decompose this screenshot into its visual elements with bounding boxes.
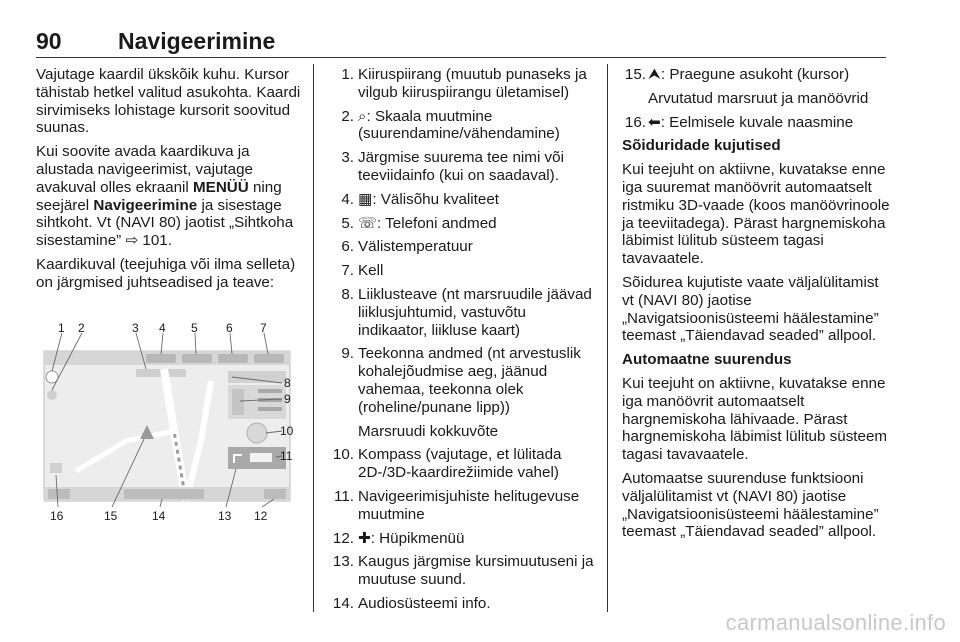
list-item [330,108,598,144]
column-3 [622,66,890,547]
list-item-number: 10. [332,446,354,464]
section-heading: Sõiduridade kujutised [622,137,781,155]
section-paragraph: Automaatse suurenduse funktsiooni väljalülitamist vt (NAVI 80) jaotise „Navigatsioonisüsteemi häälestamine” teemast „Täiendavad seaded” allpool. [622,469,879,541]
callout-9: 9 [284,392,291,406]
column-divider-1 [313,64,314,612]
list-item-text: Teekonna andmed (nt arvestuslik kohalejõudmise aeg, jäänud vahemaa, teekonna olek (roheline/punane lipp)) [358,345,581,416]
zoom-icon [47,390,57,400]
list-item [330,488,598,524]
popup-menu-icon [264,489,286,499]
callout-13: 13 [218,509,232,523]
list-item [330,345,598,440]
section-paragraph: Kui teejuht on aktiivne, kuvatakse enne iga manöövrit automaatselt hargnemiskoha lähivaade. Pärast hargnemiskoha läbimist lülitub süsteem tagasi tavavaatele. [622,374,888,464]
auto-zoom-section [622,351,890,541]
callout-7: 7 [260,321,267,335]
list-item-text: Liiklusteave (nt marsruudile jäävad liiklusjuhtumid, vastuvõtu indikaator, liikluse kaart) [358,285,592,339]
page-header [36,28,886,54]
legend-list [330,66,598,613]
section-paragraph: Kui teejuht on aktiivne, kuvatakse enne iga suuremat manöövrit automaatselt ristmiku 3D-vaade (koos manöövrinoole ja teeviitadega). Pärast hargnemiskoha läbimist lülitub süsteem tagasi tavavaatele. [622,161,890,268]
list-item [330,191,598,209]
callout-3: 3 [132,321,139,335]
navigation-keyword: Navigeerimine [93,196,198,214]
list-item [330,66,598,102]
list-item-text: ▦: Välisõhu kvaliteet [358,190,499,208]
list-item-text: ☏: Telefoni andmed [358,214,497,232]
list-item-text: Järgmise suurema tee nimi või teeviidainfo (kui on saadaval). [358,149,564,184]
callout-16: 16 [50,509,64,523]
list-item-number: 1. [341,66,354,83]
callout-11: 11 [280,449,293,463]
list-item-number: 5. [341,214,354,232]
temperature-box [218,354,248,363]
column-1 [36,66,302,298]
list-item-text: Kiiruspiirang (muutub punaseks ja vilgub kiiruspiirangu ületamisel) [358,66,587,101]
section-heading: Automaatne suurendus [622,351,792,369]
menu-keyword: MENÜÜ [193,178,249,196]
list-item-number: 13. [332,553,354,571]
list-item-number: 9. [341,345,354,363]
menu-paragraph: Kui soovite avada kaardikuva ja alustada navigeerimist, vajutage avakuval olles ekraanil MENÜÜ ning seejärel Navigeerimine ja sisestage sihtkoht. Vt (NAVI 80) jaotist „Sihtkoha sisestamine” ⇨ 101. [36,143,294,250]
callout-5: 5 [191,321,198,335]
watermark: carmanualsonline.info [725,610,946,635]
map-illustration [36,321,298,526]
list-item-sub: Marsruudi kokkuvõte [358,422,499,440]
list-item-text: ✚: Hüpikmenüü [358,529,465,547]
clock-box [254,354,284,363]
callout-1: 1 [58,321,65,335]
air-quality-icon [146,354,176,363]
list-item [330,530,598,548]
callout-12: 12 [254,509,268,523]
list-item: 16. ⬅: Eelmisele kuvale naasmine [624,113,854,131]
column-divider-2 [607,64,608,612]
list-item-text: Kell [358,262,384,280]
intro-paragraph: Vajutage kaardil ükskõik kuhu. Kursor tähistab hetkel valitud asukohta. Kaardi sirvimiseks lohistage kursorit soovitud suunas. [36,66,301,137]
header-rule [36,57,886,58]
back-icon [50,463,62,473]
list-item-number: 11. [334,487,354,505]
callout-6: 6 [226,321,233,335]
page-number: 90 [36,28,62,54]
list-item [330,595,598,613]
list-item [330,149,598,185]
list-item-text: Kompass (vajutage, et lülitada 2D-/3D-kaardirežiimide vahel) [358,446,562,482]
traffic-info-panel [228,371,286,383]
list-item-text: ⌕: Skaala muutmine (suurendamine/vähendamine) [358,107,560,143]
callout-2: 2 [78,321,85,335]
list-item-text: Audiosüsteemi info. [358,594,491,612]
list-item-number: 7. [341,262,354,280]
callout-15: 15 [104,509,118,523]
callout-14: 14 [152,509,166,523]
lane-guidance-section [622,137,890,345]
list-item-number: 14. [332,594,354,612]
list-item-number: 2. [341,107,354,125]
list-item-sub: Arvutatud marsruut ja manöövrid [648,89,869,107]
audio-info-bar [124,489,204,499]
list-item [330,553,598,589]
list-item-number: 6. [341,238,354,256]
list-item [330,238,598,256]
controls-intro-paragraph: Kaardikuval (teejuhiga või ilma selleta) on järgmised juhtseadised ja teave: [36,255,296,291]
list-item-number: 3. [341,149,354,167]
list-item-text: Navigeerimisjuhiste helitugevuse muutmine [358,487,580,523]
compass-icon [247,423,267,443]
phone-icon [182,354,212,363]
section-paragraph: Sõidurea kujutiste vaate väljalülitamist vt (NAVI 80) jaotise „Navigatsioonisüsteemi häälestamine” teemast „Täiendavad seaded” allpool. [622,273,879,345]
list-item [330,215,598,233]
callout-8: 8 [284,376,291,390]
callout-10: 10 [280,424,294,438]
page-title: Navigeerimine [118,28,276,54]
page-reference-link[interactable]: ⇨ 101. [125,232,172,250]
list-item-text: Kaugus järgmise kursimuutuseni ja muutuse suund. [358,553,594,589]
column-2 [330,66,598,619]
list-item: 15. ⮝: Praegune asukoht (kursor) [624,66,850,83]
list-item-number: 12. [332,529,354,547]
list-item-text: Välistemperatuur [358,238,473,256]
list-item-number: 4. [341,190,354,208]
list-item [330,446,598,482]
list-item [330,262,598,280]
list-item [330,286,598,339]
callout-4: 4 [159,321,166,335]
navigation-map-figure [36,321,298,526]
list-item-number: 8. [341,285,354,303]
